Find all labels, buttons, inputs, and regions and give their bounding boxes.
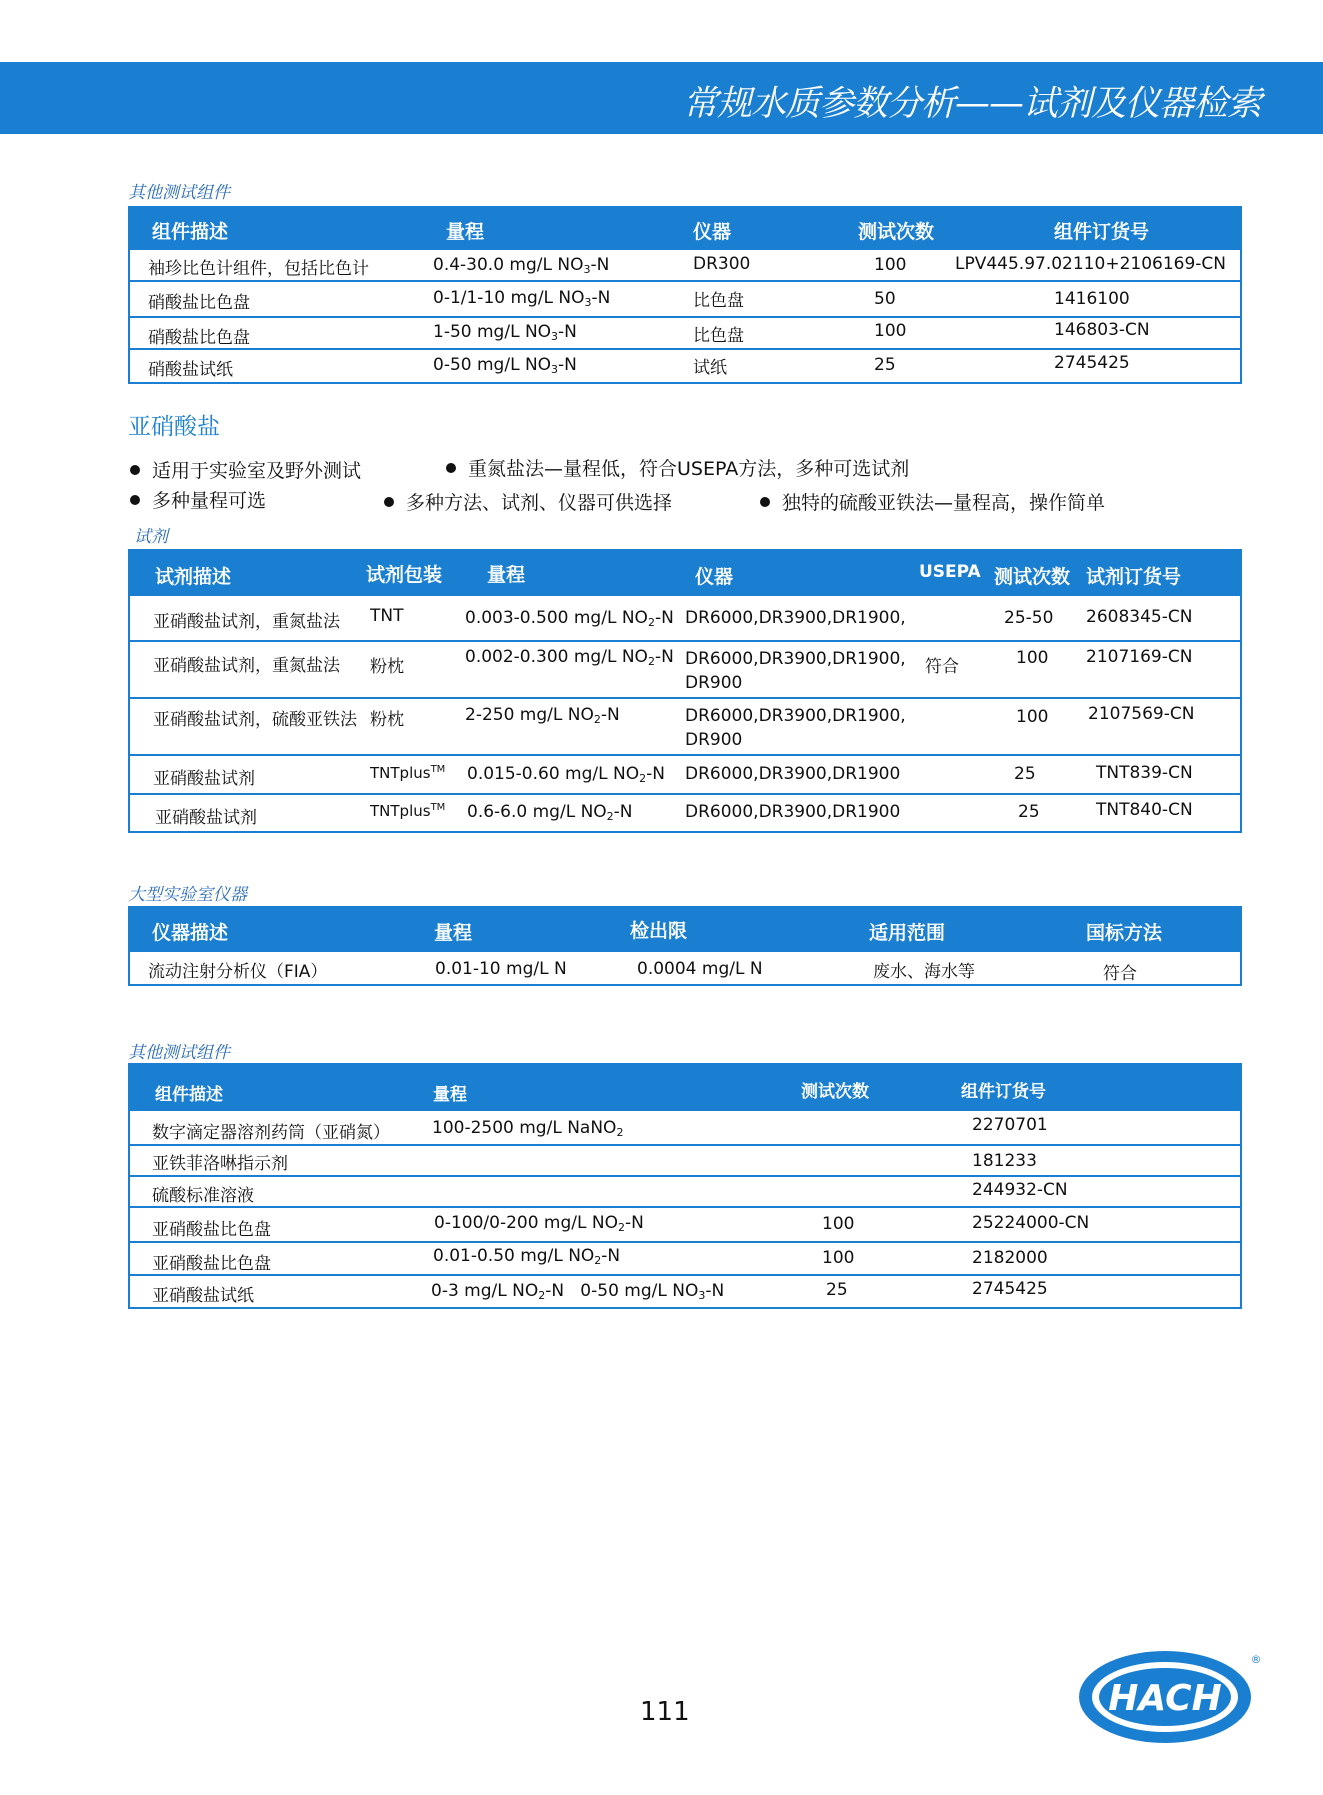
cell: 0.002-0.300 mg/L $NO_2-N$	[465, 647, 674, 668]
cell: 100-2500 mg/L NaNO$_2$	[432, 1118, 624, 1139]
cell: 2182000	[972, 1248, 1048, 1268]
bullet-item: 适用于实验室及野外测试	[130, 456, 361, 483]
column-header: 仪器	[695, 566, 734, 588]
table-row	[130, 280, 1240, 316]
table-row	[130, 1241, 1240, 1274]
cell: 100	[822, 1248, 855, 1268]
table-row	[130, 1206, 1240, 1241]
cell: 数字滴定器溶剂药筒（亚硝氮）	[152, 1123, 390, 1143]
cell: 100	[874, 255, 907, 275]
cell: TNT840-CN	[1096, 800, 1193, 820]
column-header: 量程	[433, 1085, 467, 1105]
table-row	[130, 950, 1240, 984]
cell: 1416100	[1054, 289, 1130, 309]
bullet-item: 独特的硫酸亚铁法—量程高，操作简单	[760, 488, 1105, 515]
cell: TNT	[370, 606, 404, 626]
cell: 181233	[972, 1151, 1037, 1171]
cell: 亚硝酸盐试剂，硫酸亚铁法	[153, 710, 357, 730]
column-header: 测试次数	[801, 1082, 869, 1102]
cell: 袖珍比色计组件，包括比色计	[148, 259, 369, 279]
page-title: 常规水质参数分析——试剂及仪器检索	[682, 84, 1261, 124]
table-header	[130, 208, 1240, 248]
column-header: 试剂订货号	[1086, 566, 1182, 588]
cell: 0.01-0.50 mg/L $NO_2-N$	[433, 1246, 621, 1267]
cell: 比色盘	[693, 326, 744, 346]
table-row	[130, 1144, 1240, 1175]
cell: 25	[826, 1280, 848, 1300]
cell: 0.003-0.500 mg/L $NO_2-N$	[465, 608, 674, 629]
cell: 2-250 mg/L $NO_2-N$	[465, 705, 620, 726]
cell: 0-3 mg/L $NO_2-N$ 0-50 mg/L $NO_3-N$	[431, 1281, 725, 1302]
cell: 0-50 mg/L $NO_3-N$	[433, 355, 577, 376]
column-header: 组件订货号	[1054, 221, 1150, 243]
cell: 符合	[1103, 964, 1137, 984]
cell: 2107169-CN	[1086, 647, 1193, 667]
cell: 粉枕	[370, 710, 404, 730]
cell: TNTplus™	[370, 802, 446, 820]
cell: DR6000,DR3900,DR1900	[685, 802, 901, 822]
cell: DR6000,DR3900,DR1900, DR900	[685, 649, 906, 693]
bullet-item: 重氮盐法—量程低，符合USEPA方法，多种可选试剂	[446, 454, 909, 481]
table-row	[130, 1175, 1240, 1206]
cell: 0-100/0-200 mg/L $NO_2-N$	[434, 1213, 644, 1234]
cell: 2270701	[972, 1115, 1048, 1135]
cell: 25	[874, 355, 896, 375]
cell: 流动注射分析仪（FIA）	[148, 962, 328, 982]
cell: 0.0004 mg/L N	[637, 959, 763, 979]
column-header: 量程	[446, 221, 485, 243]
cell: 亚硝酸盐试剂	[153, 769, 255, 789]
section-title: 亚硝酸盐	[128, 414, 220, 440]
table-row	[130, 793, 1240, 831]
bullet-item: 多种量程可选	[130, 486, 266, 513]
cell: 100	[874, 321, 907, 341]
cell: 100	[1016, 707, 1049, 727]
table-caption: 试剂	[134, 527, 168, 547]
table-row	[130, 754, 1240, 793]
cell: 硝酸盐比色盘	[148, 293, 250, 313]
cell: 亚硝酸盐试剂，重氮盐法	[153, 612, 340, 632]
table-row	[130, 316, 1240, 348]
cell: TNT839-CN	[1096, 763, 1193, 783]
cell: 硫酸标准溶液	[152, 1186, 254, 1206]
bullet-item: 多种方法、试剂、仪器可供选择	[384, 488, 672, 515]
reagents-table	[128, 549, 1242, 833]
cell: 亚硝酸盐试剂	[155, 808, 257, 828]
cell: LPV445.97.02110+2106169-CN	[955, 254, 1226, 274]
column-header: 试剂描述	[155, 566, 232, 588]
cell: 亚硝酸盐试纸	[152, 1286, 254, 1306]
cell: 244932-CN	[972, 1180, 1068, 1200]
cell: 0.4-30.0 mg/L $NO_3-N$	[433, 255, 610, 276]
cell: 亚硝酸盐试剂，重氮盐法	[153, 656, 340, 676]
cell: 146803-CN	[1054, 320, 1150, 340]
cell: 50	[874, 289, 896, 309]
cell: 1-50 mg/L $NO_3-N$	[433, 322, 577, 343]
table-caption: 大型实验室仪器	[128, 885, 247, 905]
cell: 0-1/1-10 mg/L $NO_3-N$	[433, 288, 611, 309]
cell: 25-50	[1004, 608, 1054, 628]
header-banner	[0, 62, 1323, 134]
cell: 亚硝酸盐比色盘	[152, 1220, 271, 1240]
cell: 0.01-10 mg/L N	[435, 959, 567, 979]
cell: 2745425	[1054, 353, 1130, 373]
cell: DR300	[693, 254, 751, 274]
column-header: 量程	[434, 922, 473, 944]
column-header: 仪器	[693, 221, 732, 243]
column-header: 适用范围	[869, 922, 946, 944]
cell: DR6000,DR3900,DR1900,	[685, 608, 906, 628]
cell: 粉枕	[370, 657, 404, 677]
column-header: 测试次数	[858, 221, 935, 243]
table-row	[130, 697, 1240, 754]
page-number: 111	[640, 1697, 690, 1727]
table-row	[130, 594, 1240, 640]
cell: 2107569-CN	[1088, 704, 1195, 724]
column-header: 国标方法	[1086, 922, 1163, 944]
cell: TNTplus™	[370, 764, 446, 782]
table-row	[130, 1274, 1240, 1307]
cell: 2745425	[972, 1279, 1048, 1299]
cell: 亚铁菲洛啉指示剂	[152, 1154, 288, 1174]
registered-mark: ®	[1250, 1653, 1262, 1666]
column-header: 组件描述	[155, 1085, 223, 1105]
cell: 100	[822, 1214, 855, 1234]
components-table-1	[128, 206, 1242, 384]
column-header: 测试次数	[994, 566, 1071, 588]
column-header: 组件描述	[152, 221, 229, 243]
column-header: 组件订货号	[961, 1082, 1046, 1102]
cell: 试纸	[693, 358, 727, 378]
column-header: 试剂包装	[366, 564, 443, 586]
table-caption: 其他测试组件	[128, 183, 230, 203]
table-row	[130, 248, 1240, 280]
table-header	[130, 551, 1240, 594]
column-header: 量程	[487, 564, 526, 586]
cell: 0.015-0.60 mg/L $NO_2-N$	[467, 764, 665, 785]
cell: 25	[1018, 802, 1040, 822]
cell: 0.6-6.0 mg/L $NO_2-N$	[467, 802, 633, 823]
table-row	[130, 640, 1240, 697]
table-header	[130, 908, 1240, 950]
table-row	[130, 1109, 1240, 1144]
cell: 25	[1014, 764, 1036, 784]
cell: 亚硝酸盐比色盘	[152, 1254, 271, 1274]
cell: 25224000-CN	[972, 1213, 1090, 1233]
cell: 废水、海水等	[873, 962, 975, 982]
cell: 2608345-CN	[1086, 607, 1193, 627]
components-table-2	[128, 1063, 1242, 1309]
column-header: USEPA	[919, 562, 981, 582]
cell: 100	[1016, 648, 1049, 668]
table-header	[130, 1065, 1240, 1109]
hach-logo	[1075, 1640, 1265, 1754]
cell: 比色盘	[693, 291, 744, 311]
cell: 符合	[925, 657, 959, 677]
table-row	[130, 348, 1240, 382]
logo-text: HACH	[1108, 1678, 1222, 1719]
cell: DR6000,DR3900,DR1900, DR900	[685, 706, 906, 750]
lab-instruments-table	[128, 906, 1242, 986]
cell: 硝酸盐比色盘	[148, 328, 250, 348]
cell: 硝酸盐试纸	[148, 360, 233, 380]
table-caption: 其他测试组件	[128, 1043, 230, 1063]
column-header: 检出限	[630, 920, 688, 942]
column-header: 仪器描述	[152, 922, 229, 944]
cell: DR6000,DR3900,DR1900	[685, 764, 901, 784]
